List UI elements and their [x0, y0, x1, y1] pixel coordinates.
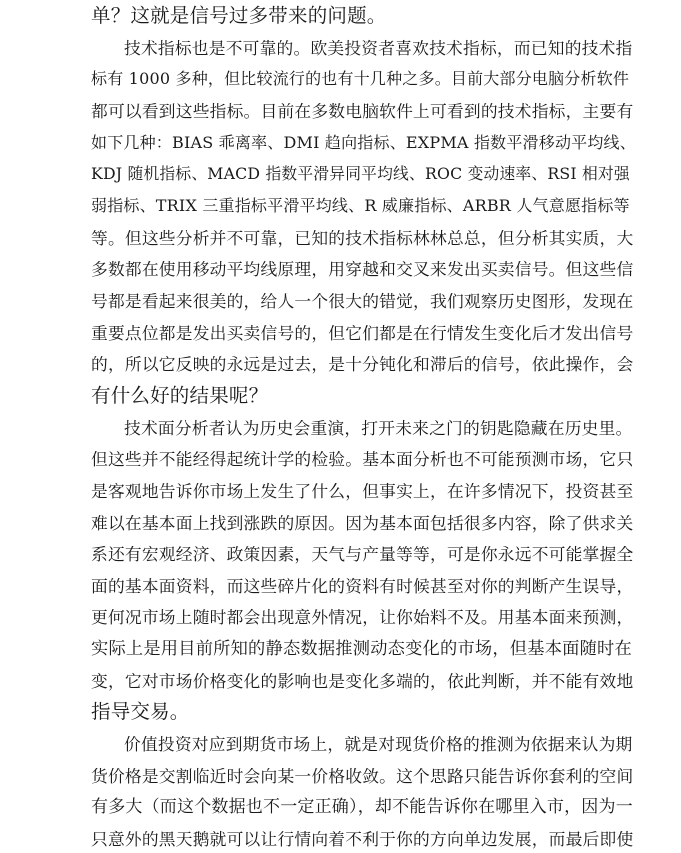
text-line: 变，它对市场价格变化的影响也是变化多端的，依此判断，并不能有效地 — [91, 670, 634, 691]
text-line: 都可以看到这些指标。目前在多数电脑软件上可看到的技术指标，主要有 — [91, 101, 634, 121]
paragraph-first-line: 技术面分析者认为历史会重演，打开未来之门的钥匙隐藏在历史里。 — [124, 417, 633, 438]
text-line: 的，所以它反映的永远是过去，是十分钝化和滞后的信号，依此操作，会 — [91, 354, 634, 375]
paragraph-first-line: 价值投资对应到期货市场上，就是对现货价格的推测为依据来认为期 — [124, 734, 633, 754]
text-line: 弱指标、TRIX 三重指标平滑平均线、R 威廉指标、ARBR 人气意愿指标等 — [91, 195, 630, 215]
text-line: 但这些并不能经得起统计学的检验。基本面分析也不可能预测市场，它只 — [91, 449, 634, 470]
text-line: 号都是看起来很美的，给人一个很大的错觉，我们观察历史图形，发现在 — [91, 290, 634, 311]
paragraph-first-line: 技术指标也是不可靠的。欧美投资者喜欢技术指标，而已知的技术指 — [124, 37, 633, 58]
text-line: 指导交易。 — [91, 700, 190, 724]
text-line: 如下几种：BIAS 乖离率、DMI 趋向指标、EXPMA 指数平滑移动平均线、 — [91, 132, 636, 152]
text-line: 有什么好的结果呢？ — [91, 383, 269, 407]
text-line: 有多大（而这个数据也不一定正确），却不能告诉你在哪里入市，因为一 — [91, 797, 633, 818]
text-line: 实际上是用目前所知的静态数据推测动态变化的市场，但基本面随时在 — [91, 639, 632, 660]
text-line: 系还有宏观经济、政策因素，天气与产量等等，可是你永远不可能掌握全 — [91, 544, 634, 565]
text-line: 是客观地告诉你市场上发生了什么，但事实上，在许多情况下，投资甚至 — [91, 480, 634, 501]
text-line: 标有 1000 多种，但比较流行的也有十几种之多。目前大部分电脑分析软件 — [91, 69, 630, 89]
text-line: 等。但这些分析并不可靠，已知的技术指标林林总总，但分析其实质，大 — [91, 227, 634, 248]
text-line: 重要点位都是发出买卖信号的，但它们都是在行情发生变化后才发出信号 — [91, 322, 634, 343]
text-line: 难以在基本面上找到涨跌的原因。因为基本面包括很多内容，除了供求关 — [91, 512, 634, 533]
text-line: 面的基本面资料，而这些碎片化的资料有时候甚至对你的判断产生误导， — [91, 575, 634, 596]
text-line: 更何况市场上随时都会出现意外情况，让你始料不及。用基本面来预测， — [91, 607, 634, 628]
text-line: 多数都在使用移动平均线原理，用穿越和交叉来发出买卖信号。但这些信 — [91, 259, 634, 280]
text-line: 货价格是交割临近时会向某一价格收敛。这个思路只能告诉你套利的空间 — [91, 765, 634, 786]
text-line: KDJ 随机指标、MACD 指数平滑异同平均线、ROC 变动速率、RSI 相对强 — [91, 164, 630, 184]
text-line: 只意外的黑天鹅就可以让行情向着不利于你的方向单边发展，而最后即使 — [91, 829, 634, 849]
text-line: 单？这就是信号过多带来的问题。 — [91, 4, 387, 27]
